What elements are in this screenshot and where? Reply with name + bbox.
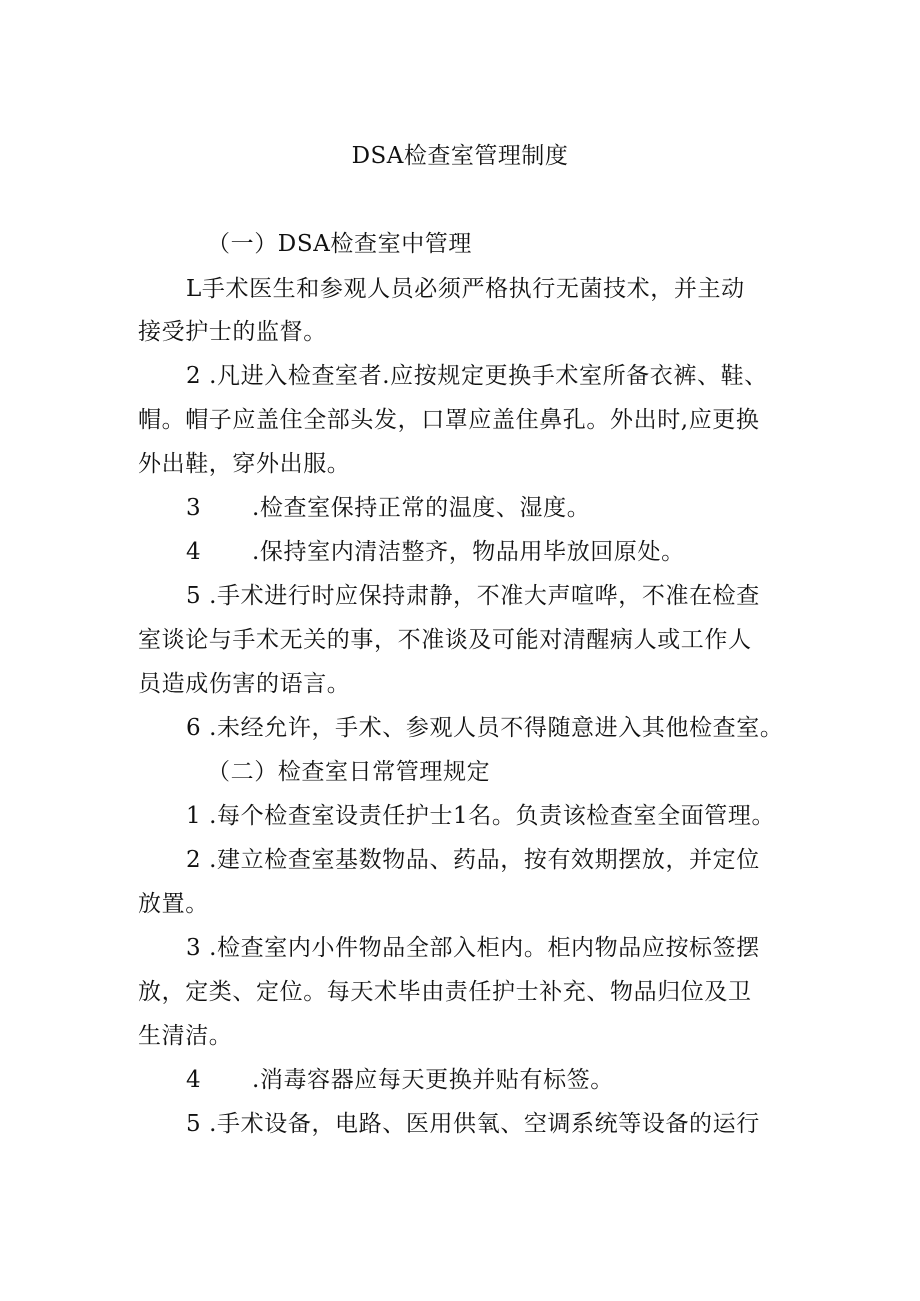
paragraph-line: 放置。 [138,891,209,917]
item-text: .保持室内清洁整齐，物品用毕放回原处。 [252,539,685,565]
paragraph-line: 接受护士的监督。 [138,319,327,345]
section-heading-1: （一）DSA检查室中管理 [207,231,473,257]
section-heading-2: （二）检查室日常管理规定 [207,759,491,785]
paragraph-line: 外出鞋，穿外出服。 [138,451,351,477]
item-number: 4 [186,1067,202,1093]
paragraph-line: L手术医生和参观人员必须严格执行无菌技术，并主动 [186,276,745,302]
paragraph-line: 5 .手术设备，电路、医用供氧、空调系统等设备的运行 [186,1111,760,1137]
paragraph-line: 2 .建立检查室基数物品、药品，按有效期摆放，并定位 [186,847,760,873]
paragraph-line [186,492,590,524]
item-number: 4 [186,539,202,565]
paragraph-line: 放，定类、定位。每天术毕由责任护士补充、物品归位及卫 [138,979,752,1005]
paragraph-line [186,1064,614,1096]
paragraph-line: 2 .凡进入检查室者.应按规定更换手术室所备衣裤、鞋、 [186,363,768,389]
document-title: DSA检查室管理制度 [351,143,569,169]
paragraph-line: 室谈论与手术无关的事，不准谈及可能对清醒病人或工作人 [138,627,752,653]
paragraph-line: 1 .每个检查室设责任护士1名。负责该检查室全面管理。 [186,803,776,829]
item-text: .检查室保持正常的温度、湿度。 [252,495,591,521]
item-text: .消毒容器应每天更换并贴有标签。 [252,1067,614,1093]
paragraph-line: 5 .手术进行时应保持肃静，不准大声喧哗，不准在检查 [186,583,760,609]
paragraph-line: 员造成伤害的语言。 [138,671,351,697]
paragraph-line: 生清洁。 [138,1023,233,1049]
item-number: 3 [186,495,202,521]
paragraph-line: 6 .未经允许，手术、参观人员不得随意进入其他检查室。 [186,715,784,741]
paragraph-line [186,536,685,568]
paragraph-line: 帽。帽子应盖住全部头发，口罩应盖住鼻孔。外出时,应更换 [138,407,760,433]
paragraph-line: 3 .检查室内小件物品全部入柜内。柜内物品应按标签摆 [186,935,760,961]
